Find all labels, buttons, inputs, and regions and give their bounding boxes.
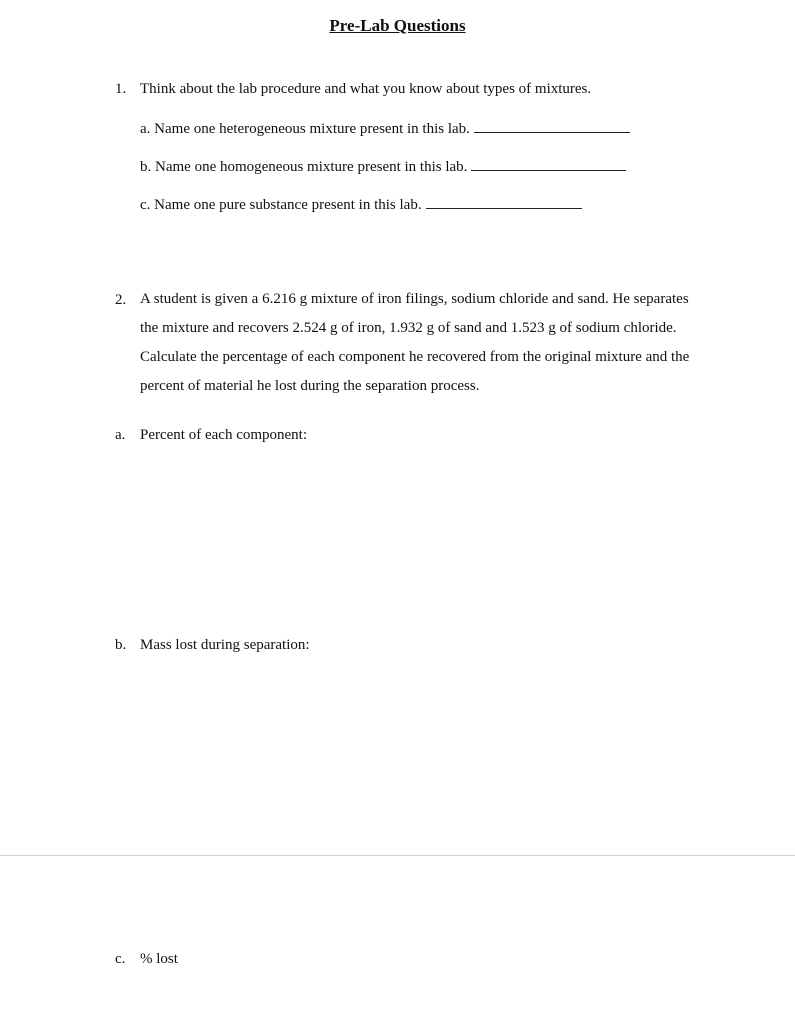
question-1c [140, 196, 582, 214]
question-1a-text: a. Name one heterogeneous mixture present in this lab. [140, 121, 470, 137]
page-title: Pre-Lab Questions [329, 16, 466, 35]
page-break-divider [0, 855, 795, 856]
answer-blank-1a[interactable] [474, 120, 630, 133]
question-2c-text: % lost [140, 951, 178, 967]
question-2a-label: a. [115, 427, 126, 443]
question-2b-label: b. [115, 637, 127, 653]
question-2-prompt: A student is given a 6.216 g mixture of iron filings, sodium chloride and sand. He separates the mixture and recovers 2.524 g of iron, 1.932 g of sand and 1.523 g of sodium chloride. Calculate the percentage of each component he recovered from the original mixture and the percent of material he lost during the separation process. [140, 291, 690, 394]
question-1-number: 1. [115, 81, 127, 97]
question-1a [140, 120, 630, 138]
question-2-number: 2. [115, 292, 127, 308]
question-1-prompt: Think about the lab procedure and what you know about types of mixtures. [140, 81, 592, 97]
question-2a-text: Percent of each component: [140, 427, 308, 443]
question-2c-label: c. [115, 951, 126, 967]
question-1b-text: b. Name one homogeneous mixture present in this lab. [140, 159, 468, 175]
answer-blank-1b[interactable] [471, 158, 626, 171]
question-1b [140, 158, 626, 176]
question-1c-text: c. Name one pure substance present in this lab. [140, 197, 422, 213]
answer-blank-1c[interactable] [426, 196, 582, 209]
question-2b-text: Mass lost during separation: [140, 637, 310, 653]
